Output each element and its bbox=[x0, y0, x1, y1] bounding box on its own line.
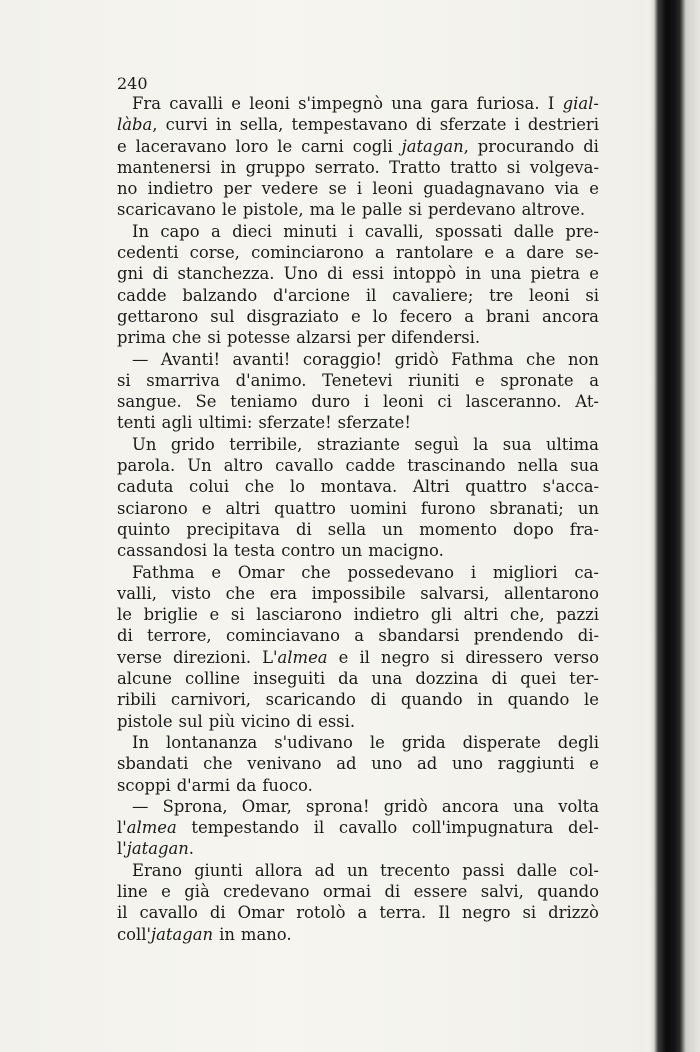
text-line: valli, visto che era impossibile salvarsi, allentarono bbox=[117, 583, 599, 603]
text-line: — Avanti! avanti! coraggio! gridò Fathma che non bbox=[132, 349, 599, 369]
text-line: Fra cavalli e leoni s'impegnò una gara furiosa. I gial- bbox=[132, 94, 599, 113]
body-text bbox=[117, 93, 599, 945]
text-line: di terrore, cominciavano a sbandarsi prendendo di- bbox=[117, 626, 599, 646]
text-line: ribili carnivori, scaricando di quando in quando le bbox=[117, 690, 599, 710]
text-line: scaricavano le pistole, ma le palle si perdevano altrove. bbox=[117, 200, 586, 220]
text-line: l'almea tempestando il cavallo coll'impugnatura del- bbox=[117, 818, 599, 838]
text-line: cadde balzando d'arcione il cavaliere; tre leoni si bbox=[117, 285, 599, 305]
paragraph bbox=[117, 221, 599, 349]
text-line: sangue. Se teniamo duro i leoni ci lasceranno. At- bbox=[117, 392, 599, 412]
text-line: sciarono e altri quattro uomini furono sbranati; un bbox=[117, 498, 599, 518]
text-line: scoppi d'armi da fuoco. bbox=[117, 775, 313, 795]
text-line: Fathma e Omar che possedevano i migliori ca- bbox=[132, 562, 599, 582]
paragraph bbox=[117, 732, 599, 796]
text-line: làba, curvi in sella, tempestavano di sferzate i destrieri bbox=[117, 115, 599, 135]
text-line: parola. Un altro cavallo cadde trascinando nella sua bbox=[117, 456, 599, 476]
text-line: line e già credevano ormai di essere salvi, quando bbox=[117, 881, 599, 901]
text-line: l'jatagan. bbox=[117, 839, 195, 859]
paragraph bbox=[117, 93, 599, 221]
page-number: 240 bbox=[117, 74, 148, 93]
text-line: pistole sul più vicino di essi. bbox=[117, 711, 356, 731]
text-line: verse direzioni. L'almea e il negro si diressero verso bbox=[117, 647, 599, 667]
paragraph bbox=[117, 562, 599, 732]
paragraph bbox=[117, 434, 599, 562]
text-line: cassandosi la testa contro un macigno. bbox=[117, 541, 444, 561]
text-line: si smarriva d'animo. Tenetevi riuniti e spronate a bbox=[117, 370, 599, 390]
text-line: caduta colui che lo montava. Altri quattro s'acca- bbox=[117, 477, 599, 497]
text-line: — Sprona, Omar, sprona! gridò ancora una volta bbox=[132, 796, 599, 816]
text-line: gettarono sul disgraziato e lo fecero a brani ancora bbox=[117, 306, 599, 326]
text-line: il cavallo di Omar rotolò a terra. Il negro si drizzò bbox=[117, 903, 599, 923]
text-line: Erano giunti allora ad un trecento passi dalle col- bbox=[132, 860, 599, 880]
text-line: no indietro per vedere se i leoni guadagnavano via e bbox=[117, 179, 599, 199]
page-text-block bbox=[117, 73, 599, 945]
text-line: In lontananza s'udivano le grida disperate degli bbox=[132, 732, 599, 752]
text-line: e laceravano loro le carni cogli jatagan, procurando di bbox=[117, 136, 599, 156]
paragraph bbox=[117, 860, 599, 945]
text-line: tenti agli ultimi: sferzate! sferzate! bbox=[117, 413, 411, 433]
paragraph bbox=[117, 349, 599, 434]
text-line: Un grido terribile, straziante seguì la sua ultima bbox=[132, 434, 599, 454]
text-line: gni di stanchezza. Uno di essi intoppò in una pietra e bbox=[117, 264, 599, 284]
text-line: le briglie e si lasciarono indietro gli altri che, pazzi bbox=[117, 605, 599, 625]
paragraph bbox=[117, 796, 599, 860]
text-line: prima che si potesse alzarsi per difendersi. bbox=[117, 328, 481, 348]
text-line: quinto precipitava di sella un momento dopo fra- bbox=[117, 519, 599, 539]
text-line: coll'jatagan in mano. bbox=[117, 924, 292, 944]
text-line: mantenersi in gruppo serrato. Tratto tratto si volgeva- bbox=[117, 157, 599, 177]
text-line: alcune colline inseguiti da una dozzina di quei ter- bbox=[117, 669, 599, 689]
text-line: sbandati che venivano ad uno ad uno raggiunti e bbox=[117, 754, 599, 774]
book-spine-shadow bbox=[644, 0, 700, 1052]
text-line: cedenti corse, cominciarono a rantolare e a dare se- bbox=[117, 243, 599, 263]
text-line: In capo a dieci minuti i cavalli, spossati dalle pre- bbox=[132, 221, 599, 241]
